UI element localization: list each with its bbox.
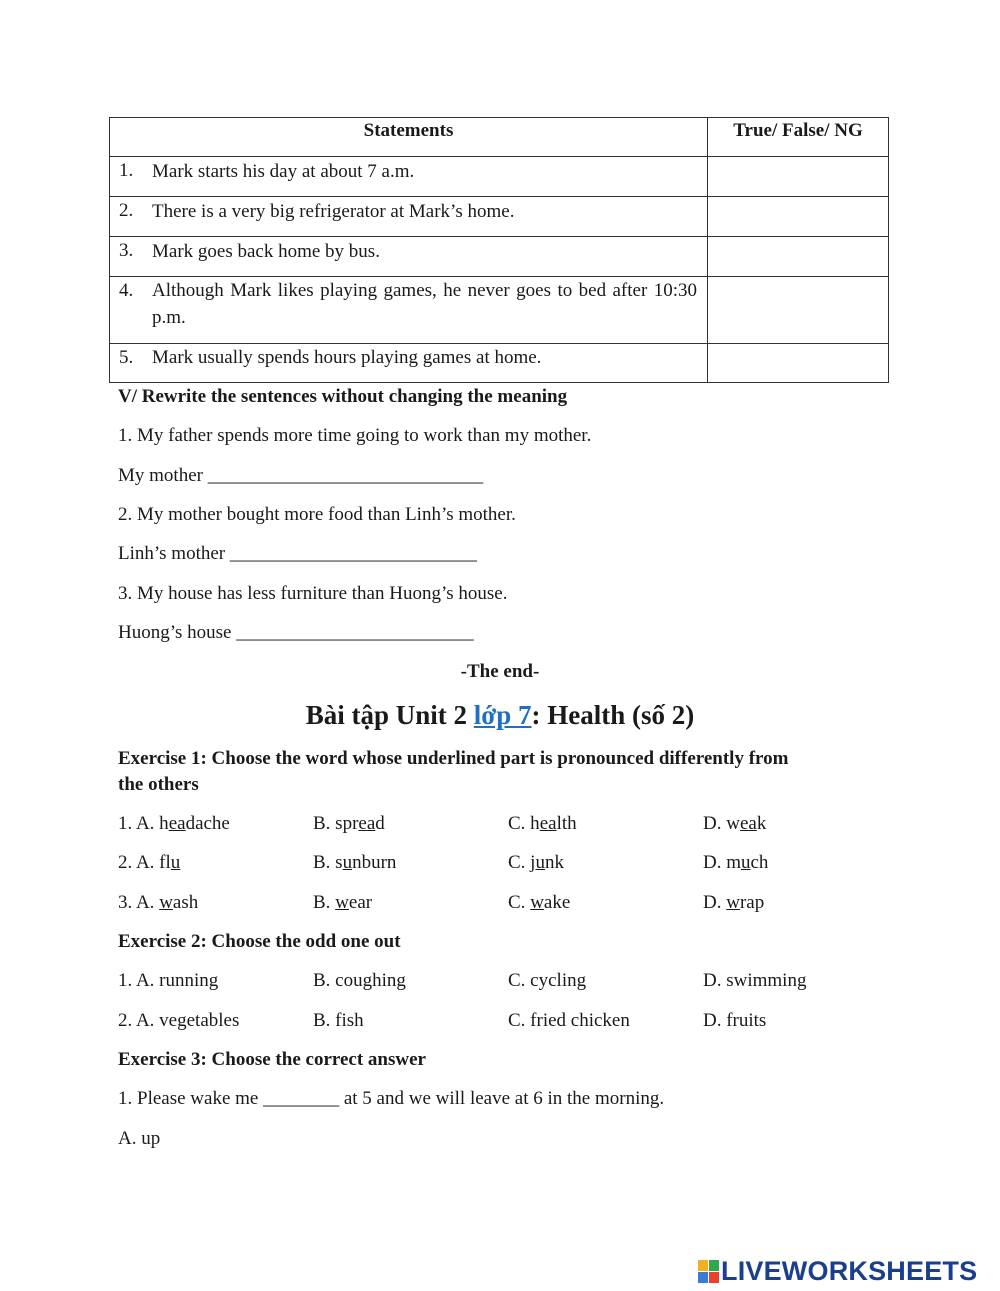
option-3a[interactable]: 3. A. wash <box>118 892 199 913</box>
exercise-1-heading: Exercise 1: Choose the word whose underlined part is pronounced differently from <box>118 748 789 769</box>
row-statement: Although Mark likes playing games, he never goes to bed after 10:30 p.m. <box>152 280 697 328</box>
title-part-2: : Health (số 2) <box>531 700 695 730</box>
table-row <box>110 237 889 277</box>
option-1a[interactable]: 1. A. headache <box>118 813 230 834</box>
exercise-3-option-a[interactable]: A. up <box>118 1128 161 1149</box>
rewrite-question-2: 2. My mother bought more food than Linh’s mother. <box>118 504 516 525</box>
logo-text: LIVEWORKSHEETS <box>721 1255 978 1286</box>
odd-option-1a[interactable]: 1. A. running <box>118 970 219 991</box>
option-2c[interactable]: C. junk <box>508 852 564 873</box>
title-link[interactable]: lớp 7 <box>473 700 532 730</box>
liveworksheets-logo[interactable] <box>698 1255 977 1287</box>
answer-cell[interactable] <box>708 157 889 197</box>
option-2a[interactable]: 2. A. flu <box>118 852 181 873</box>
rewrite-question-3: 3. My house has less furniture than Huong’s house. <box>118 583 508 604</box>
option-3c[interactable]: C. wake <box>508 892 571 913</box>
exercise-3-heading: Exercise 3: Choose the correct answer <box>118 1049 426 1070</box>
row-number: 2. <box>119 200 134 221</box>
title-part-1: Bài tập Unit 2 <box>305 700 474 730</box>
answer-cell[interactable] <box>708 277 889 344</box>
table-row <box>110 197 889 237</box>
row-number: 5. <box>119 347 134 368</box>
table-row <box>110 277 889 344</box>
option-2b[interactable]: B. sunburn <box>313 852 397 873</box>
option-3d[interactable]: D. wrap <box>703 892 765 913</box>
row-statement: Mark usually spends hours playing games at home. <box>152 347 542 368</box>
answer-cell[interactable] <box>708 237 889 277</box>
statements-table <box>109 117 889 383</box>
row-statement: There is a very big refrigerator at Mark’s home. <box>152 201 515 222</box>
logo-squares-icon <box>698 1260 718 1282</box>
answer-cell[interactable] <box>708 344 889 383</box>
odd-option-2a[interactable]: 2. A. vegetables <box>118 1010 240 1031</box>
the-end-text: -The end- <box>460 661 540 682</box>
option-3b[interactable]: B. wear <box>313 892 373 913</box>
odd-option-1c[interactable]: C. cycling <box>508 970 587 991</box>
exercise-3-question-1: 1. Please wake me ________ at 5 and we will leave at 6 in the morning. <box>118 1088 665 1109</box>
option-2d[interactable]: D. much <box>703 852 769 873</box>
rewrite-question-1: 1. My father spends more time going to work than my mother. <box>118 425 592 446</box>
exercise-1-heading-cont: the others <box>118 774 199 795</box>
option-1b[interactable]: B. spread <box>313 813 385 834</box>
header-true-false-ng: True/ False/ NG <box>708 118 889 157</box>
rewrite-answer-1[interactable]: My mother _____________________________ <box>118 465 484 486</box>
header-statements: Statements <box>110 118 708 157</box>
table-header-row <box>110 118 889 157</box>
option-1c[interactable]: C. health <box>508 813 577 834</box>
table-row <box>110 157 889 197</box>
odd-option-1d[interactable]: D. swimming <box>703 970 807 991</box>
row-statement: Mark goes back home by bus. <box>152 241 380 262</box>
odd-option-2b[interactable]: B. fish <box>313 1010 364 1031</box>
rewrite-answer-2[interactable]: Linh’s mother __________________________ <box>118 543 477 564</box>
row-number: 4. <box>119 280 134 301</box>
row-statement: Mark starts his day at about 7 a.m. <box>152 161 415 182</box>
section-v-heading: V/ Rewrite the sentences without changing the meaning <box>118 386 568 407</box>
exercise-2-heading: Exercise 2: Choose the odd one out <box>118 931 401 952</box>
option-1d[interactable]: D. weak <box>703 813 767 834</box>
row-number: 3. <box>119 240 134 261</box>
page-title <box>0 700 1000 731</box>
answer-cell[interactable] <box>708 197 889 237</box>
odd-option-2d[interactable]: D. fruits <box>703 1010 767 1031</box>
rewrite-answer-3[interactable]: Huong’s house _________________________ <box>118 622 474 643</box>
table-row <box>110 344 889 383</box>
row-number: 1. <box>119 160 134 181</box>
odd-option-1b[interactable]: B. coughing <box>313 970 406 991</box>
odd-option-2c[interactable]: C. fried chicken <box>508 1010 630 1031</box>
